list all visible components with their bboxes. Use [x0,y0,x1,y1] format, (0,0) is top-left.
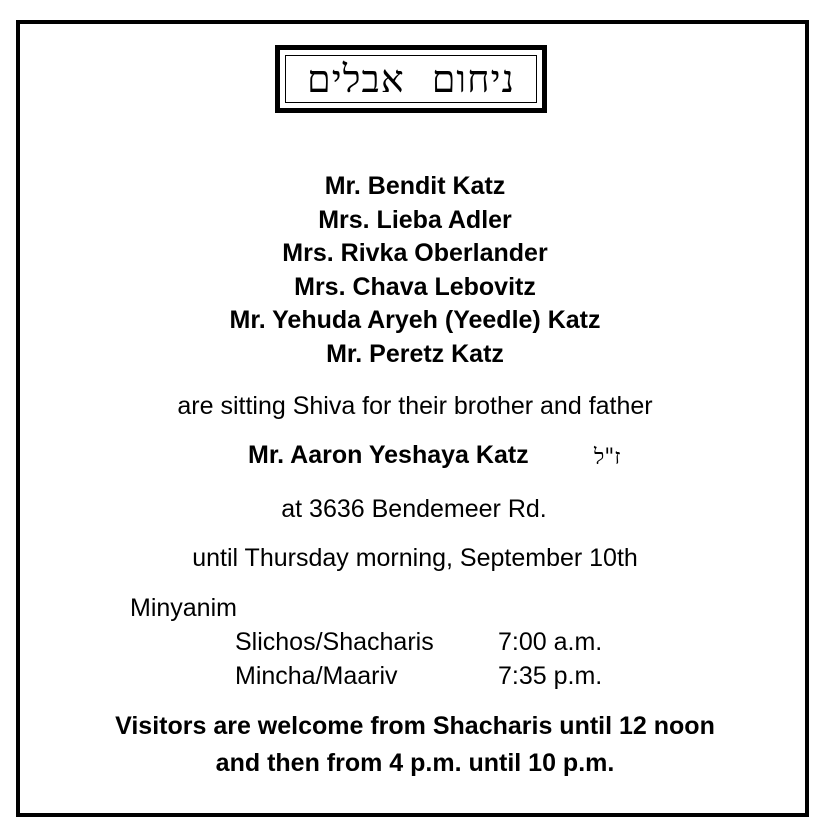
mourner-name: Mr. Yehuda Aryeh (Yeedle) Katz [229,306,601,335]
mourner-name: Mrs. Lieba Adler [318,205,512,234]
schedule-time: 7:00 a.m. [498,628,603,656]
visiting-hours [0,708,830,782]
address-text: at 3636 Bendemeer Rd. [281,495,547,523]
visiting-hours-line: Visitors are welcome from Shacharis until 12 noon [115,712,715,740]
mourner-name: Mr. Peretz Katz [326,339,504,368]
minyanim-label: Minyanim [130,594,237,622]
mourners-list [0,170,830,372]
until-date-text: until Thursday morning, September 10th [192,544,638,572]
visiting-hours-line: and then from 4 p.m. until 10 p.m. [215,749,615,777]
sitting-shiva-text: are sitting Shiva for their brother and father [177,392,653,420]
hebrew-title: ניחום אבלים [307,57,515,101]
schedule-name: Slichos/Shacharis [235,628,434,656]
deceased-hebrew-suffix: ז"ל [594,445,621,470]
mourner-name: Mrs. Rivka Oberlander [282,239,548,268]
hebrew-title-box [275,45,547,113]
schedule-name: Mincha/Maariv [235,662,398,690]
deceased-name: Mr. Aaron Yeshaya Katz [248,441,529,469]
mourner-name: Mr. Bendit Katz [324,172,506,200]
hebrew-title-inner-border [285,55,537,103]
mourner-name: Mrs. Chava Lebovitz [294,272,536,301]
schedule-time: 7:35 p.m. [498,662,603,690]
